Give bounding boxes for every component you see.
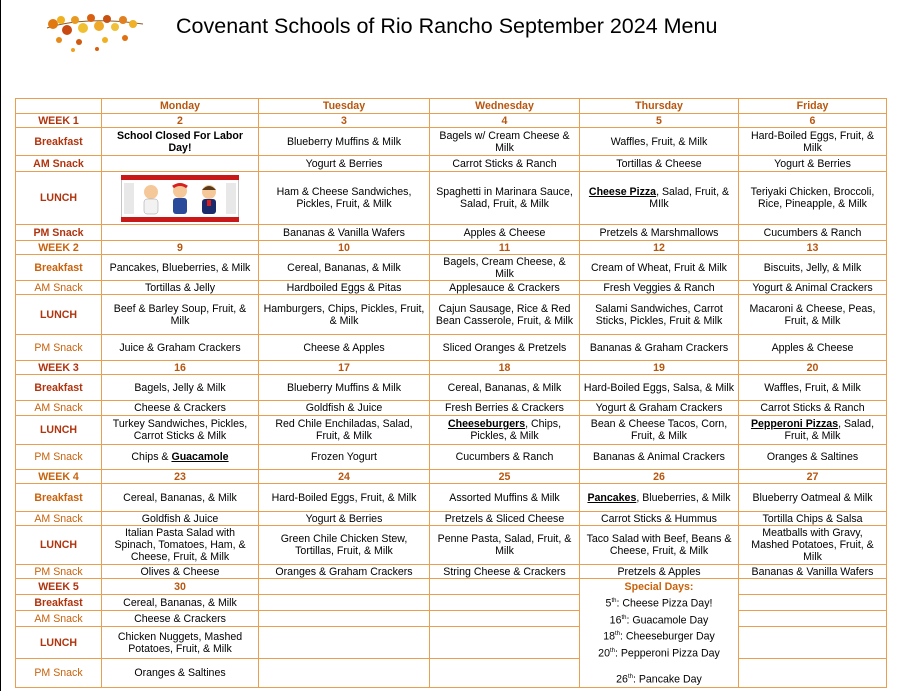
menu-cell bbox=[739, 416, 887, 445]
menu-cell: Green Chile Chicken Stew, Tortillas, Fruit, & Milk bbox=[259, 526, 430, 565]
special-day-item: 18th: Cheeseburger Day bbox=[603, 630, 715, 643]
special-days-title: Special Days: bbox=[624, 581, 694, 593]
menu-cell: Carrot Sticks & Ranch bbox=[430, 156, 580, 172]
pm-snack-row bbox=[16, 225, 887, 241]
menu-cell: Pretzels & Sliced Cheese bbox=[430, 512, 580, 526]
menu-cell: Cheese & Apples bbox=[259, 335, 430, 361]
empty-cell bbox=[259, 579, 430, 595]
menu-cell: Yogurt & Berries bbox=[739, 156, 887, 172]
special-item: Pepperoni Pizzas bbox=[750, 418, 839, 430]
menu-cell: Cream of Wheat, Fruit & Milk bbox=[580, 255, 739, 281]
special-item: Pancakes bbox=[587, 491, 637, 504]
page-edge-line bbox=[0, 0, 1, 691]
empty-cell bbox=[430, 595, 580, 611]
menu-cell: Juice & Graham Crackers bbox=[102, 335, 259, 361]
menu-cell: Oranges & Saltines bbox=[102, 659, 259, 688]
empty-cell bbox=[739, 627, 887, 659]
autumn-leaves-decoration bbox=[45, 8, 145, 52]
date-cell: 16 bbox=[102, 361, 259, 375]
menu-cell: Bagels w/ Cream Cheese & Milk bbox=[430, 128, 580, 156]
corner-cell bbox=[16, 99, 102, 114]
row-label-am-snack: AM Snack bbox=[16, 156, 102, 172]
menu-cell: Olives & Cheese bbox=[102, 565, 259, 579]
menu-text: Chips & bbox=[131, 451, 172, 463]
am-snack-row bbox=[16, 281, 887, 295]
menu-cell: Blueberry Muffins & Milk bbox=[259, 128, 430, 156]
row-label-am-snack: AM Snack bbox=[16, 611, 102, 627]
row-label-am-snack: AM Snack bbox=[16, 512, 102, 526]
day-header-wednesday: Wednesday bbox=[430, 99, 580, 114]
empty-cell bbox=[259, 595, 430, 611]
special-day-item: 26th: Pancake Day bbox=[616, 673, 702, 686]
week-row bbox=[16, 241, 887, 255]
date-cell: 20 bbox=[739, 361, 887, 375]
menu-cell: Bananas & Vanilla Wafers bbox=[259, 225, 430, 241]
menu-cell: Cereal, Bananas, & Milk bbox=[102, 484, 259, 512]
date-cell: 24 bbox=[259, 470, 430, 484]
date-cell: 6 bbox=[739, 114, 887, 128]
row-label-pm-snack: PM Snack bbox=[16, 565, 102, 579]
labor-day-illustration-cell bbox=[102, 172, 259, 225]
date-cell: 9 bbox=[102, 241, 259, 255]
menu-cell: Fresh Veggies & Ranch bbox=[580, 281, 739, 295]
menu-cell: Fresh Berries & Crackers bbox=[430, 401, 580, 416]
week-label: WEEK 1 bbox=[16, 114, 102, 128]
row-label-breakfast: Breakfast bbox=[16, 595, 102, 611]
week-row bbox=[16, 114, 887, 128]
row-label-breakfast: Breakfast bbox=[16, 375, 102, 401]
empty-cell bbox=[259, 627, 430, 659]
menu-cell: Yogurt & Berries bbox=[259, 512, 430, 526]
menu-text: , Salad, Fruit, & Milk bbox=[784, 418, 875, 442]
row-label-lunch: LUNCH bbox=[16, 295, 102, 335]
special-item: Guacamole bbox=[171, 451, 229, 463]
menu-cell: Assorted Muffins & Milk bbox=[430, 484, 580, 512]
menu-cell bbox=[430, 416, 580, 445]
menu-cell: Pancakes, Blueberries, & Milk bbox=[102, 255, 259, 281]
week-label: WEEK 5 bbox=[16, 579, 102, 595]
row-label-lunch: LUNCH bbox=[16, 627, 102, 659]
date-cell: 23 bbox=[102, 470, 259, 484]
menu-cell: School Closed For Labor Day! bbox=[102, 128, 259, 156]
breakfast-row bbox=[16, 595, 887, 611]
row-label-breakfast: Breakfast bbox=[16, 484, 102, 512]
row-label-breakfast: Breakfast bbox=[16, 255, 102, 281]
menu-cell: Spaghetti in Marinara Sauce, Salad, Fruit, & Milk bbox=[430, 172, 580, 225]
row-label-pm-snack: PM Snack bbox=[16, 335, 102, 361]
menu-cell: Sliced Oranges & Pretzels bbox=[430, 335, 580, 361]
special-days-box bbox=[580, 579, 739, 688]
row-label-pm-snack: PM Snack bbox=[16, 225, 102, 241]
day-header-monday: Monday bbox=[102, 99, 259, 114]
breakfast-row bbox=[16, 128, 887, 156]
menu-cell: Applesauce & Crackers bbox=[430, 281, 580, 295]
empty-cell bbox=[739, 579, 887, 595]
lunch-row bbox=[16, 526, 887, 565]
date-cell: 18 bbox=[430, 361, 580, 375]
menu-cell: Cucumbers & Ranch bbox=[739, 225, 887, 241]
date-cell: 5 bbox=[580, 114, 739, 128]
menu-cell: Bananas & Graham Crackers bbox=[580, 335, 739, 361]
week-row bbox=[16, 361, 887, 375]
menu-cell: Cucumbers & Ranch bbox=[430, 445, 580, 470]
week-row bbox=[16, 470, 887, 484]
menu-cell: Yogurt & Berries bbox=[259, 156, 430, 172]
week-row bbox=[16, 579, 887, 595]
lunch-row bbox=[16, 627, 887, 659]
row-label-pm-snack: PM Snack bbox=[16, 445, 102, 470]
pm-snack-row bbox=[16, 445, 887, 470]
breakfast-row bbox=[16, 484, 887, 512]
lunch-row bbox=[16, 172, 887, 225]
special-day-item: 20th: Pepperoni Pizza Day bbox=[598, 647, 720, 660]
menu-cell: Apples & Cheese bbox=[430, 225, 580, 241]
lunch-row bbox=[16, 295, 887, 335]
menu-cell: Salami Sandwiches, Carrot Sticks, Pickles, Fruit & Milk bbox=[580, 295, 739, 335]
menu-cell: Meatballs with Gravy, Mashed Potatoes, Fruit, & Milk bbox=[739, 526, 887, 565]
week-label: WEEK 4 bbox=[16, 470, 102, 484]
menu-cell: Yogurt & Animal Crackers bbox=[739, 281, 887, 295]
menu-cell: Tortillas & Jelly bbox=[102, 281, 259, 295]
row-label-am-snack: AM Snack bbox=[16, 401, 102, 416]
special-item: Cheese Pizza bbox=[588, 186, 657, 198]
menu-cell: Bagels, Cream Cheese, & Milk bbox=[430, 255, 580, 281]
menu-cell: Red Chile Enchiladas, Salad, Fruit, & Milk bbox=[259, 416, 430, 445]
menu-cell: Cereal, Bananas, & Milk bbox=[102, 595, 259, 611]
menu-cell: Pretzels & Marshmallows bbox=[580, 225, 739, 241]
menu-cell: Blueberry Oatmeal & Milk bbox=[739, 484, 887, 512]
empty-cell bbox=[739, 611, 887, 627]
date-cell: 2 bbox=[102, 114, 259, 128]
date-cell: 10 bbox=[259, 241, 430, 255]
menu-cell: Oranges & Saltines bbox=[739, 445, 887, 470]
date-cell: 11 bbox=[430, 241, 580, 255]
date-cell: 17 bbox=[259, 361, 430, 375]
menu-text: , Salad, Fruit, & MIlk bbox=[649, 186, 730, 210]
week-label: WEEK 3 bbox=[16, 361, 102, 375]
menu-cell: Macaroni & Cheese, Peas, Fruit, & Milk bbox=[739, 295, 887, 335]
day-header-thursday: Thursday bbox=[580, 99, 739, 114]
menu-cell: Beef & Barley Soup, Fruit, & Milk bbox=[102, 295, 259, 335]
menu-text: , Blueberries, & Milk bbox=[636, 491, 731, 504]
pm-snack-row bbox=[16, 335, 887, 361]
menu-cell: Pretzels & Apples bbox=[580, 565, 739, 579]
breakfast-row bbox=[16, 255, 887, 281]
menu-cell bbox=[102, 445, 259, 470]
date-cell: 12 bbox=[580, 241, 739, 255]
menu-cell: Goldfish & Juice bbox=[102, 512, 259, 526]
date-cell: 13 bbox=[739, 241, 887, 255]
row-label-lunch: LUNCH bbox=[16, 416, 102, 445]
menu-cell: Biscuits, Jelly, & Milk bbox=[739, 255, 887, 281]
empty-cell bbox=[259, 659, 430, 688]
menu-cell: Hard-Boiled Eggs, Fruit, & Milk bbox=[259, 484, 430, 512]
menu-cell: Goldfish & Juice bbox=[259, 401, 430, 416]
menu-cell: Cajun Sausage, Rice & Red Bean Casserole, Fruit, & Milk bbox=[430, 295, 580, 335]
menu-cell: Chicken Nuggets, Mashed Potatoes, Fruit, & Milk bbox=[102, 627, 259, 659]
menu-cell: Frozen Yogurt bbox=[259, 445, 430, 470]
am-snack-row bbox=[16, 512, 887, 526]
menu-cell: Cereal, Bananas, & Milk bbox=[430, 375, 580, 401]
workers-illustration bbox=[121, 175, 239, 222]
menu-cell: Teriyaki Chicken, Broccoli, Rice, Pineapple, & Milk bbox=[739, 172, 887, 225]
empty-cell bbox=[430, 611, 580, 627]
empty-cell bbox=[739, 659, 887, 688]
menu-cell: Cheese & Crackers bbox=[102, 611, 259, 627]
menu-cell: Hamburgers, Chips, Pickles, Fruit, & Milk bbox=[259, 295, 430, 335]
row-label-breakfast: Breakfast bbox=[16, 128, 102, 156]
empty-cell bbox=[259, 611, 430, 627]
menu-cell: Ham & Cheese Sandwiches, Pickles, Fruit, & Milk bbox=[259, 172, 430, 225]
date-cell: 25 bbox=[430, 470, 580, 484]
menu-cell: Tortilla Chips & Salsa bbox=[739, 512, 887, 526]
day-header-friday: Friday bbox=[739, 99, 887, 114]
row-label-pm-snack: PM Snack bbox=[16, 659, 102, 688]
menu-cell: Oranges & Graham Crackers bbox=[259, 565, 430, 579]
pm-snack-row bbox=[16, 565, 887, 579]
breakfast-row bbox=[16, 375, 887, 401]
menu-cell: Hardboiled Eggs & Pitas bbox=[259, 281, 430, 295]
menu-cell: Bagels, Jelly & Milk bbox=[102, 375, 259, 401]
menu-cell: Hard-Boiled Eggs, Fruit, & Milk bbox=[739, 128, 887, 156]
special-day-item: 16th: Guacamole Day bbox=[609, 614, 709, 627]
menu-cell: Waffles, Fruit, & Milk bbox=[580, 128, 739, 156]
date-cell: 4 bbox=[430, 114, 580, 128]
menu-table bbox=[15, 98, 887, 688]
date-cell: 30 bbox=[102, 579, 259, 595]
menu-cell bbox=[580, 484, 739, 512]
menu-text: , Chips, Pickles, & Milk bbox=[470, 418, 562, 442]
menu-cell: Taco Salad with Beef, Beans & Cheese, Fruit, & Milk bbox=[580, 526, 739, 565]
page-title: Covenant Schools of Rio Rancho September 2024 Menu bbox=[176, 14, 718, 38]
menu-cell: Bananas & Vanilla Wafers bbox=[739, 565, 887, 579]
date-cell: 27 bbox=[739, 470, 887, 484]
menu-cell: Tortillas & Cheese bbox=[580, 156, 739, 172]
date-cell: 26 bbox=[580, 470, 739, 484]
empty-cell bbox=[430, 659, 580, 688]
menu-cell bbox=[580, 172, 739, 225]
menu-cell-empty bbox=[102, 156, 259, 172]
day-header-tuesday: Tuesday bbox=[259, 99, 430, 114]
menu-cell: Cereal, Bananas, & Milk bbox=[259, 255, 430, 281]
menu-cell: Turkey Sandwiches, Pickles, Carrot Sticks & Milk bbox=[102, 416, 259, 445]
empty-cell bbox=[430, 579, 580, 595]
menu-cell: Blueberry Muffins & Milk bbox=[259, 375, 430, 401]
am-snack-row bbox=[16, 156, 887, 172]
day-header-row bbox=[16, 99, 887, 114]
pm-snack-row bbox=[16, 659, 887, 688]
menu-cell: Bean & Cheese Tacos, Corn, Fruit, & Milk bbox=[580, 416, 739, 445]
menu-cell: Waffles, Fruit, & Milk bbox=[739, 375, 887, 401]
menu-cell: Carrot Sticks & Ranch bbox=[739, 401, 887, 416]
menu-cell: Apples & Cheese bbox=[739, 335, 887, 361]
am-snack-row bbox=[16, 401, 887, 416]
week-label: WEEK 2 bbox=[16, 241, 102, 255]
empty-cell bbox=[430, 627, 580, 659]
menu-cell: Penne Pasta, Salad, Fruit, & Milk bbox=[430, 526, 580, 565]
menu-cell: Bananas & Animal Crackers bbox=[580, 445, 739, 470]
menu-cell-empty bbox=[102, 225, 259, 241]
menu-cell: Yogurt & Graham Crackers bbox=[580, 401, 739, 416]
menu-cell: Carrot Sticks & Hummus bbox=[580, 512, 739, 526]
empty-cell bbox=[739, 595, 887, 611]
special-day-item: 5th: Cheese Pizza Day! bbox=[605, 597, 713, 610]
menu-cell: Cheese & Crackers bbox=[102, 401, 259, 416]
row-label-am-snack: AM Snack bbox=[16, 281, 102, 295]
lunch-row bbox=[16, 416, 887, 445]
menu-cell: Hard-Boiled Eggs, Salsa, & Milk bbox=[580, 375, 739, 401]
menu-cell: String Cheese & Crackers bbox=[430, 565, 580, 579]
row-label-lunch: LUNCH bbox=[16, 526, 102, 565]
row-label-lunch: LUNCH bbox=[16, 172, 102, 225]
date-cell: 19 bbox=[580, 361, 739, 375]
am-snack-row bbox=[16, 611, 887, 627]
date-cell: 3 bbox=[259, 114, 430, 128]
menu-cell: Italian Pasta Salad with Spinach, Tomatoes, Ham, & Cheese, Fruit, & Milk bbox=[102, 526, 259, 565]
special-item: Cheeseburgers bbox=[447, 418, 526, 430]
